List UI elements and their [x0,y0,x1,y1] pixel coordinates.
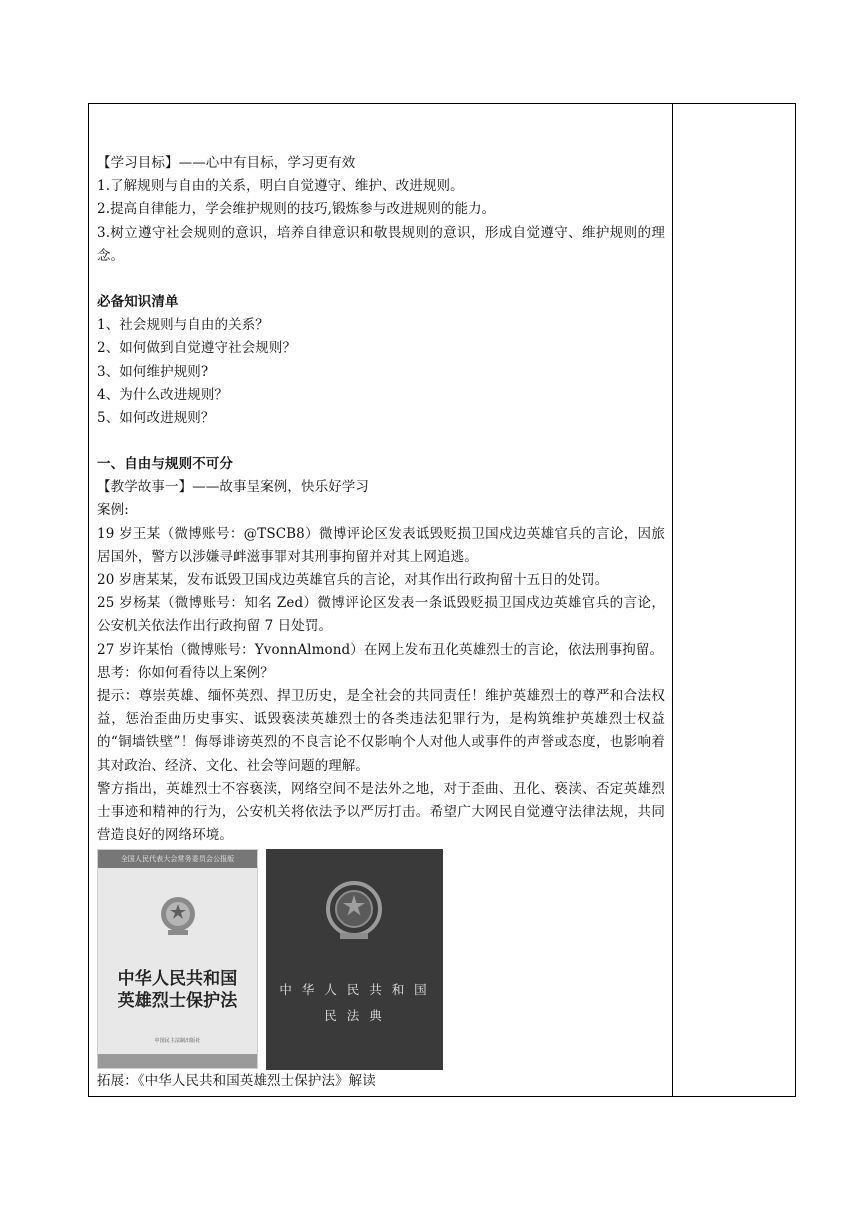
extension-line: 拓展：《中华人民共和国英雄烈士保护法》解读 [97,1073,376,1090]
case-item: 20 岁唐某某，发布诋毁卫国戍边英雄官兵的言论，对其作出行政拘留十五日的处罚。 [97,572,609,589]
cover-title-line1: 中 华 人 民 共 和 国 [279,982,430,998]
national-emblem-icon [322,879,386,943]
column-divider [672,104,673,1096]
cover-band: 全国人民代表大会常务委员会公报版 [98,850,257,868]
main-cell [97,152,665,1094]
police-paragraph: 警方指出，英雄烈士不容亵渎，网络空间不是法外之地，对于歪曲、丑化、亵渎、否定英雄烈士事迹和精神的行为，公安机关将依法予以严厉打击。希望广大网民自觉遵守法律法规，共同营造良好的网络环境。 [97,780,665,844]
heroes-law-cover [97,849,258,1069]
knowledge-item: 3、如何维护规则? [97,363,209,380]
cover-footer [98,1054,257,1068]
case-item: 27 岁许某怡（微博账号：YvonnAlmond）在网上发布丑化英雄烈士的言论，依法刑事拘留。 [97,641,664,658]
knowledge-item: 4、为什么改进规则？ [97,386,229,403]
story-heading: 【教学故事一】——故事呈案例，快乐好学习 [97,479,369,496]
hint-paragraph: 提示：尊崇英雄、缅怀英烈、捍卫历史，是全社会的共同责任！维护英雄烈士的尊严和合法权益，惩治歪曲历史事实、诋毁亵渎英雄烈士的各类违法犯罪行为，是构筑维护英雄烈士权益的“铜墙铁壁”！侮辱诽谤英烈的不良言论不仅影响个人对他人或事件的声誉或态度，也影响着其对政治、经济、文化、社会等问题的理解。 [97,688,665,774]
cover-title-line2: 英雄烈士保护法 [117,991,238,1012]
question: 思考：你如何看待以上案例？ [97,664,274,681]
knowledge-heading: 必备知识清单 [97,293,179,310]
knowledge-item: 1、社会规则与自由的关系？ [97,317,269,334]
goal-item: 1.了解规则与自由的关系，明白自觉遵守、维护、改进规则。 [97,178,464,195]
case-label: 案例: [97,502,129,519]
knowledge-item: 5、如何改进规则？ [97,409,215,426]
knowledge-item: 2、如何做到自觉遵守社会规则？ [97,340,297,357]
national-emblem-icon [158,894,198,938]
case-item: 25 岁杨某（微博账号：知名 Zed）微博评论区发表一条诋毁贬损卫国戍边英雄官兵的言论，公安机关依法作出行政拘留 7 日处罚。 [97,595,665,635]
case-item: 19 岁王某（微博账号：@TSCB8）微博评论区发表诋毁贬损卫国戍边英雄官兵的言论，因旅居国外，警方以涉嫌寻衅滋事罪对其刑事拘留并对其上网追逃。 [97,525,665,565]
cover-publisher: 中国民主法制出版社 [154,1038,201,1045]
cover-title-line1: 中华人民共和国 [117,969,238,990]
worksheet-table [88,103,796,1097]
section-heading: 一、自由与规则不可分 [97,456,233,473]
cover-title-line2: 民 法 典 [324,1008,385,1024]
goal-item: 2.提高自律能力，学会维护规则的技巧,锻炼参与改进规则的能力。 [97,201,496,218]
civil-code-cover [266,849,443,1070]
goal-item: 3.树立遵守社会规则的意识，培养自律意识和敬畏规则的意识，形成自觉遵守、维护规则的理念。 [97,224,665,264]
book-covers [97,849,665,1070]
goals-heading: 【学习目标】——心中有目标，学习更有效 [97,155,356,171]
